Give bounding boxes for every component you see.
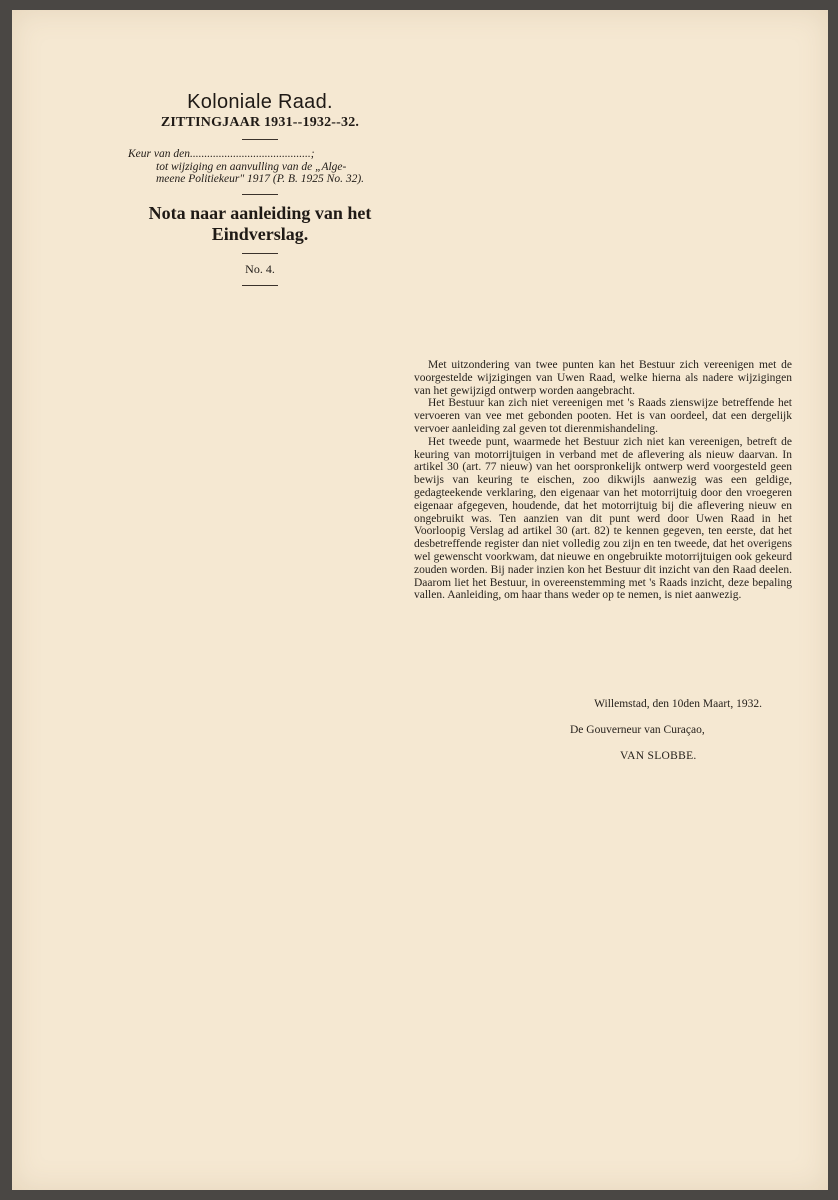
session-year: ZITTINGJAAR 1931--1932--32. [160,115,360,130]
ordinance-line: meene Politiekeur" 1917 (P. B. 1925 No. 32). [156,173,365,185]
body-text [414,359,792,602]
signatory-name: VAN SLOBBE. [620,750,697,762]
council-title: Koloniale Raad. [187,91,333,113]
document-header [120,90,400,294]
divider [242,253,278,254]
divider [242,285,278,286]
paragraph: Het tweede punt, waarmede het Bestuur zich niet kan vereenigen, betreft de keuring van motorrijtuigen in verband met de aflevering als nieuw daarvan. In artikel 30 (art. 77 nieuw) van het oorspronkelijk ontwerp werd voorgesteld geen bewijs van keuring te eischen, zoo dikwijls aanwezig was een geldige, gedagteekende verklaring, den eigenaar van het motorrijtuig door den vroegeren eigenaar afgegeven, houdende, dat het motorrijtuig bij die aflevering nieuw en ongebruikt was. Ten aanzien van dit punt werd door Uwen Raad in het Voorloopig Verslag ad artikel 30 (art. 82) te kennen gegeven, ten eerste, dat het desbetreffende register dan niet volledig zou zijn en ten tweede, dat het overigens wel gewenscht voorkwam, dat nieuwe en ongebruikte motorrijtuigen ook gekeurd zouden worden. Bij nader inzien kon het Bestuur dit inzicht van den Raad deelen. Daarom liet het Bestuur, in overeenstemming met 's Raads inzicht, deze bepaling vallen. Aanleiding, om haar thans weder op te nemen, is niet aanwezig. [414,435,792,602]
document-number: No. 4. [245,261,275,276]
divider [242,194,278,195]
place-date: Willemstad, den 10den Maart, 1932. [594,698,762,710]
ordinance-line: Keur van den..........................................; [128,148,315,160]
ordinance-description [120,148,400,186]
document-title [120,203,400,245]
document-title-line: Eindverslag. [211,223,309,244]
divider [242,139,278,140]
signatory-role: De Gouverneur van Curaçao, [570,724,705,736]
paragraph: Met uitzondering van twee punten kan het Bestuur zich vereenigen met de voorgestelde wijzigingen van Uwen Raad, welke hierna als nadere wijzigingen van het gewijzigd ontwerp worden aangebracht. [414,359,792,397]
document-title-line: Nota naar aanleiding van het [148,202,372,223]
ordinance-line: tot wijziging en aanvulling van de „Alge- [156,160,347,173]
paragraph: Het Bestuur kan zich niet vereenigen met 's Raads zienswijze betreffende het vervoeren van vee met gebonden pooten. Het is van oordeel, dat een dergelijk vervoer aanleiding zal geven tot dierenmishandeling. [414,397,792,435]
